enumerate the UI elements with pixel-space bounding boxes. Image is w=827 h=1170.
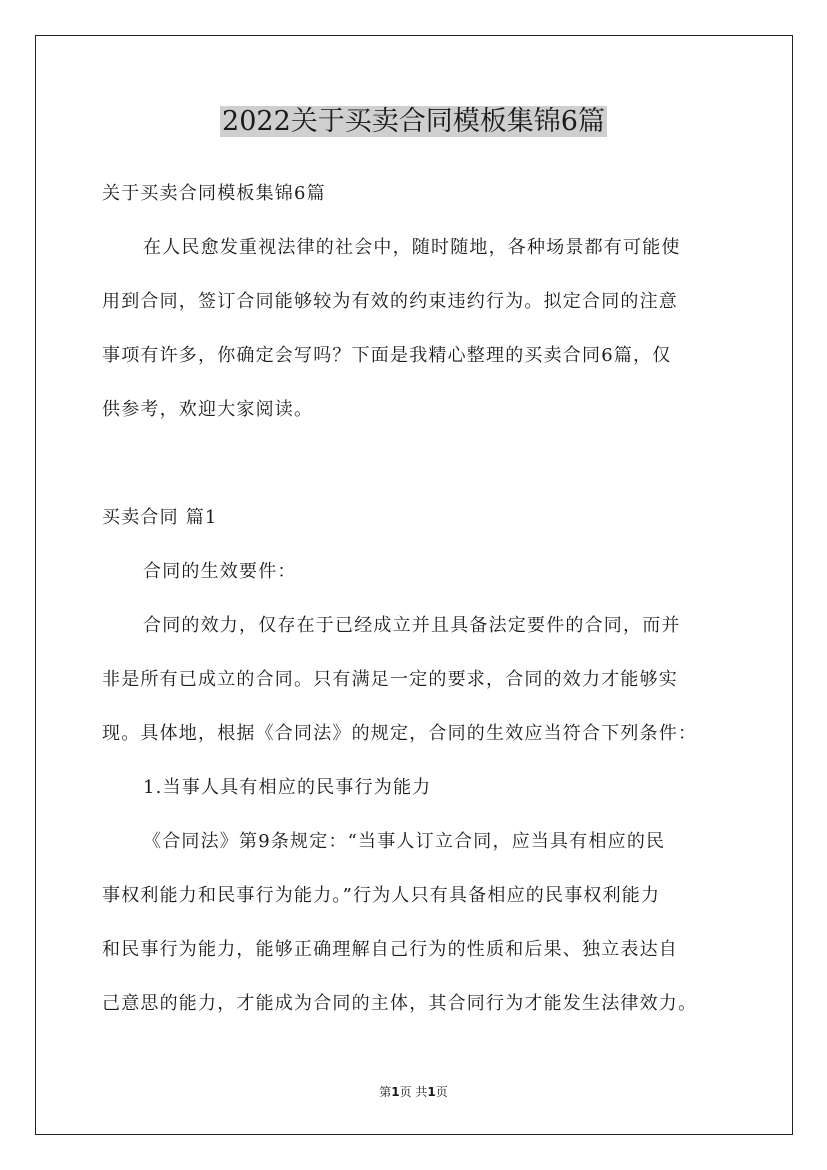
intro-line-1: 在人民愈发重视法律的社会中，随时随地，各种场景都有可能使: [143, 237, 681, 258]
intro-line-2: 用到合同，签订合同能够较为有效的约束违约行为。拟定合同的注意: [102, 291, 678, 312]
effective-line-2: 非是所有已成立的合同。只有满足一定的要求，合同的效力才能够实: [102, 669, 678, 690]
effective-heading: 合同的生效要件：: [143, 561, 297, 582]
effective-line-3: 现。具体地，根据《合同法》的规定，合同的生效应当符合下列条件：: [102, 723, 698, 744]
document-title: [0, 102, 827, 142]
item1-line-2: 事权利能力和民事行为能力。”行为人只有具备相应的民事权利能力: [102, 885, 661, 906]
item1-line-3: 和民事行为能力，能够正确理解自己行为的性质和后果、独立表达自: [102, 939, 678, 960]
page-footer: [0, 1083, 827, 1101]
footer-page-suffix: 页: [435, 1085, 448, 1099]
footer-page-current: 1: [391, 1085, 400, 1099]
footer-page-total: 1: [427, 1085, 436, 1099]
intro-line-4: 供参考，欢迎大家阅读。: [102, 399, 314, 420]
item1-heading: 1.当事人具有相应的民事行为能力: [143, 777, 432, 798]
item1-line-4: 己意思的能力，才能成为合同的主体，其合同行为才能发生法律效力。: [102, 993, 698, 1014]
document-subtitle: 关于买卖合同模板集锦6篇: [102, 183, 326, 204]
footer-page-prefix: 第: [379, 1085, 392, 1099]
section-heading: 买卖合同 篇1: [102, 507, 218, 528]
footer-page-mid: 页 共: [399, 1085, 428, 1099]
document-title-text: 2022关于买卖合同模板集锦6篇: [222, 106, 605, 137]
item1-line-1: 《合同法》第9条规定：“当事人订立合同，应当具有相应的民: [143, 831, 666, 852]
effective-line-1: 合同的效力，仅存在于已经成立并且具备法定要件的合同，而并: [143, 615, 681, 636]
intro-line-3: 事项有许多，你确定会写吗？下面是我精心整理的买卖合同6篇，仅: [102, 345, 672, 366]
